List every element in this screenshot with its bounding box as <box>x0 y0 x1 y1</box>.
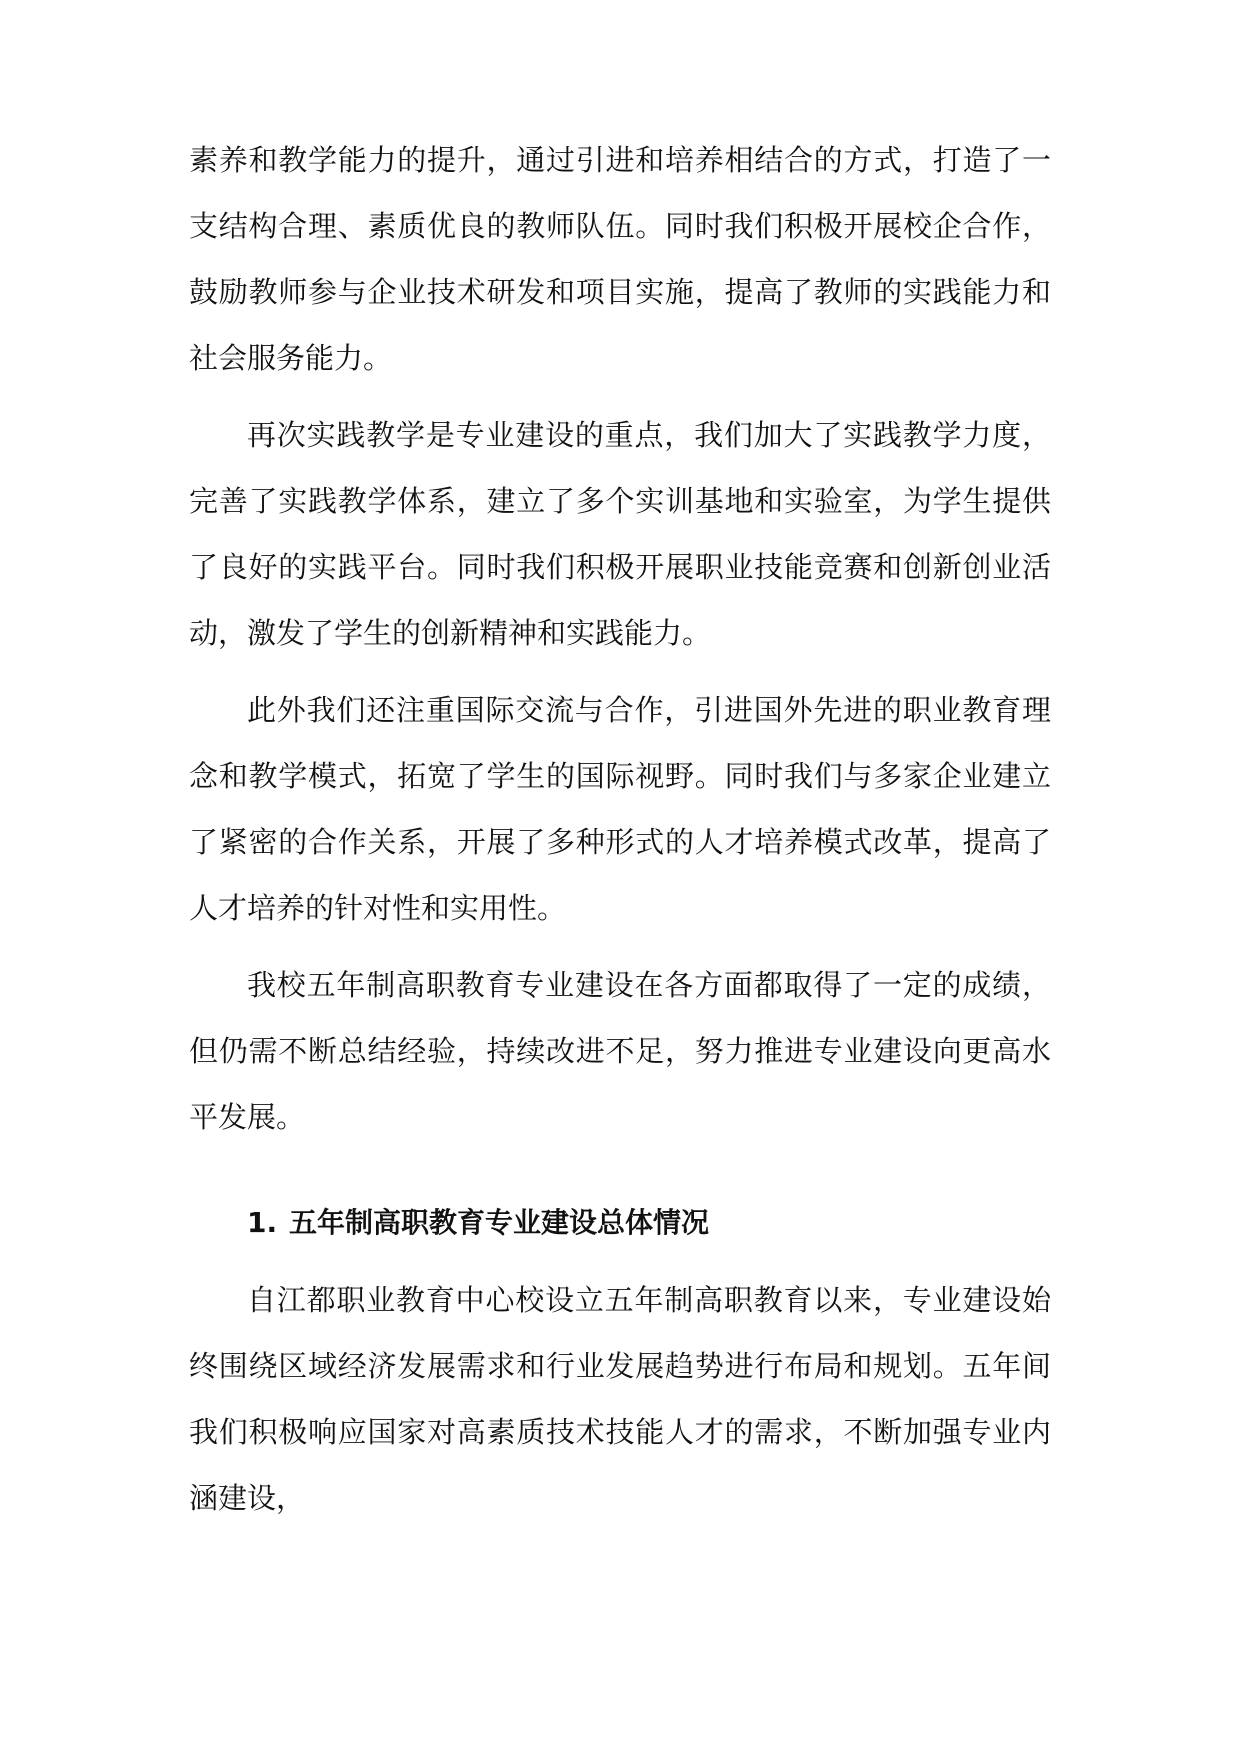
paragraph-international-cooperation: 此外我们还注重国际交流与合作，引进国外先进的职业教育理念和教学模式，拓宽了学生的国际视野。同时我们与多家企业建立了紧密的合作关系，开展了多种形式的人才培养模式改革，提高了人才培养的针对性和实用性。 <box>189 693 1051 925</box>
paragraph-summary: 我校五年制高职教育专业建设在各方面都取得了一定的成绩，但仍需不断总结经验，持续改进不足，努力推进专业建设向更高水平发展。 <box>189 968 1051 1134</box>
paragraph-overall-situation: 自江都职业教育中心校设立五年制高职教育以来，专业建设始终围绕区域经济发展需求和行业发展趋势进行布局和规划。五年间我们积极响应国家对高素质技术技能人才的需求，不断加强专业内涵建设， <box>189 1283 1051 1515</box>
paragraph-teacher-team: 素养和教学能力的提升，通过引进和培养相结合的方式，打造了一支结构合理、素质优良的教师队伍。同时我们积极开展校企合作，鼓励教师参与企业技术研发和项目实施，提高了教师的实践能力和社会服务能力。 <box>189 143 1051 375</box>
section-heading-number: 1. <box>247 1206 278 1239</box>
section-heading <box>189 1190 1051 1256</box>
paragraph-practice-teaching: 再次实践教学是专业建设的重点，我们加大了实践教学力度，完善了实践教学体系，建立了多个实训基地和实验室，为学生提供了良好的实践平台。同时我们积极开展职业技能竞赛和创新创业活动，激发了学生的创新精神和实践能力。 <box>189 418 1051 650</box>
document-body <box>189 127 1051 1531</box>
section-heading-title: 五年制高职教育专业建设总体情况 <box>289 1206 710 1239</box>
